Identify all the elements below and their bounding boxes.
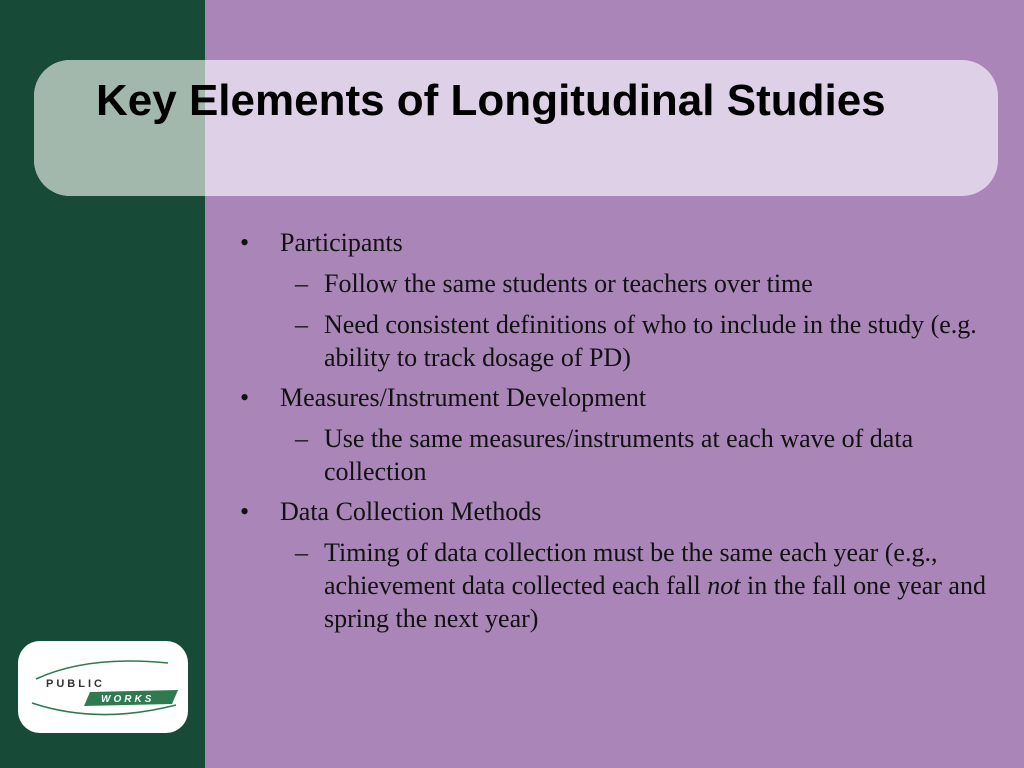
dash-glyph: – <box>295 310 308 339</box>
sub-bullet-text: Follow the same students or teachers over time <box>324 269 813 298</box>
slide-title: Key Elements of Longitudinal Studies <box>96 76 886 125</box>
bullet-text: Measures/Instrument Development <box>280 383 647 412</box>
slide-body <box>240 226 1000 635</box>
sub-bullet-text-before: Timing of data collection must be the same each year (e.g., achievement data collected each fall <box>324 538 938 600</box>
sub-bullet-same-measures <box>240 422 1000 488</box>
bullet-measures <box>240 381 1000 414</box>
bullet-glyph: • <box>240 497 250 526</box>
sub-bullet-consistent-definitions <box>240 308 1000 374</box>
bullet-glyph: • <box>240 383 250 412</box>
sub-bullet-emphasis: not <box>707 571 741 600</box>
sub-bullet-text: Use the same measures/instruments at each wave of data collection <box>324 424 914 486</box>
logo-line2: WORKS <box>101 694 155 705</box>
logo-graphic <box>18 641 188 733</box>
bullet-text: Participants <box>280 228 403 257</box>
sub-bullet-text-after: in the fall one year and spring the next year) <box>324 571 986 633</box>
sub-bullet-text: Need consistent definitions of who to include in the study (e.g. ability to track dosage of PD) <box>324 310 977 372</box>
logo-top-swoosh <box>36 661 168 679</box>
public-works-logo <box>18 641 188 733</box>
sub-bullet-follow-same <box>240 267 1000 300</box>
logo-line1: PUBLIC <box>46 678 105 690</box>
bullet-participants <box>240 226 1000 259</box>
dash-glyph: – <box>295 424 308 453</box>
bullet-data-collection <box>240 495 1000 528</box>
sub-bullet-timing <box>240 536 1000 635</box>
bullet-text: Data Collection Methods <box>280 497 542 526</box>
bullet-glyph: • <box>240 228 250 257</box>
dash-glyph: – <box>295 538 308 567</box>
dash-glyph: – <box>295 269 308 298</box>
